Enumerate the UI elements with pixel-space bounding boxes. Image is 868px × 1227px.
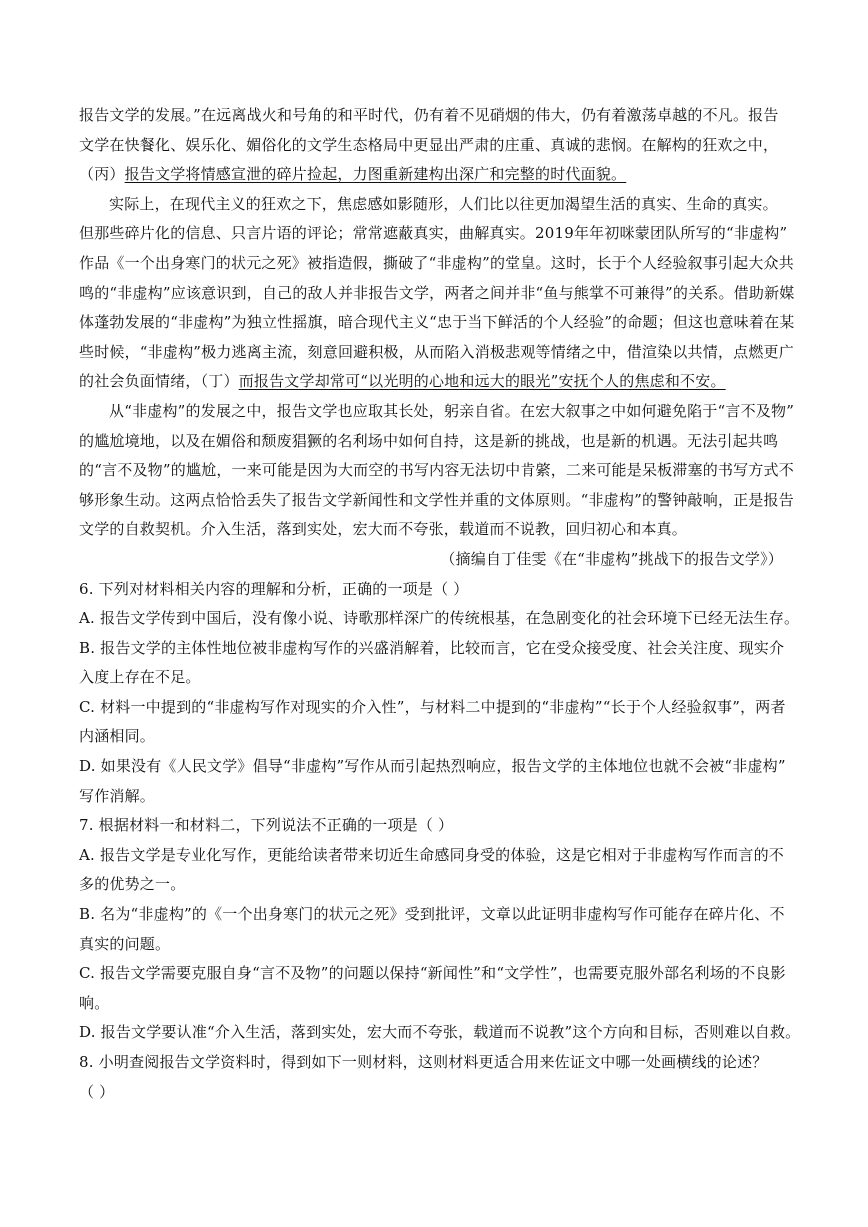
- passage-line: 文学的自救契机。介入生活，落到实处，宏大而不夸张，载道而不说教，回归初心和本真。: [79, 520, 688, 539]
- question-6-option-b-cont: 入度上存在不足。: [79, 668, 201, 687]
- question-7-option-c-cont: 响。: [79, 993, 110, 1012]
- passage-line: 但那些碎片化的信息、只言片语的评论；常常遮蔽真实，曲解真实。2019年年初咪蒙团队所写的“非虚构”: [79, 224, 788, 243]
- passage-line: 文学在快餐化、娱乐化、媚俗化的文学生态格局中更显出严肃的庄重、真诚的悲悯。在解构的狂欢之中，: [79, 135, 779, 154]
- question-8-stem: 8. 小明查阅报告文学资料时，得到如下一则材料，这则材料更适合用来佐证文中哪一处画横线的论述？: [79, 1053, 768, 1071]
- question-6-option-c-cont: 内涵相同。: [79, 727, 156, 746]
- question-6-option-c: C. 材料一中提到的“非虚构写作对现实的介入性”，与材料二中提到的“非虚构”“长于个人经验叙事”，两者: [79, 697, 786, 716]
- question-7-option-b: B. 名为“非虚构”的《一个出身寒门的状元之死》受到批评，文章以此证明非虚构写作可能存在碎片化、不: [79, 905, 785, 924]
- passage-line: 作品《一个出身寒门的状元之死》被指造假，撕破了“非虚构”的堂皇。这时，长于个人经验叙事引起大众共: [79, 253, 794, 272]
- passage-line-underlined-c: [79, 160, 791, 190]
- question-7-option-a: A. 报告文学是专业化写作，更能给读者带来切近生命感同身受的体验，这是它相对于非虚构写作而言的不: [79, 845, 784, 864]
- question-6-option-b: B. 报告文学的主体性地位被非虚构写作的兴盛消解着，比较而言，它在受众接受度、社会关注度、现实介: [79, 638, 785, 657]
- question-7-stem: 7. 根据材料一和材料二，下列说法不正确的一项是（ ）: [79, 816, 454, 835]
- passage-line: 报告文学的发展。”在远离战火和号角的和平时代，仍有着不见硝烟的伟大，仍有着激荡卓越的不凡。报告: [79, 106, 779, 124]
- passage-line: 从“非虚构”的发展之中，报告文学也应取其长处，躬亲自省。在宏大叙事之中如何避免陷于“言不及物”: [109, 401, 795, 420]
- underlined-statement-bing: 报告文学将情感宣泄的碎片捡起，力图重新建构出深广和完整的时代面貌。: [124, 165, 627, 184]
- passage-line: 些时候，“非虚构”极力逃离主流，刻意回避积极，从而陷入消极悲观等情绪之中，借渲染以共情，点燃更广: [79, 342, 794, 361]
- passage-line: 的“言不及物”的尴尬，一来可能是因为大而空的书写内容无法切中肯綮，二来可能是呆板滞塞的书写方式不: [79, 461, 794, 480]
- marker-bing: （丙）: [79, 165, 125, 184]
- question-6-option-d-cont: 写作消解。: [79, 786, 156, 805]
- passage-line: 够形象生动。这两点恰恰丢失了报告文学新闻性和文学性并重的文体原则。“非虚构”的警钟敲响，正是报告: [79, 490, 794, 509]
- question-7-option-d: D. 报告文学要认准“介入生活，落到实处，宏大而不夸张，载道而不说教”这个方向和目标，否则难以自救。: [79, 1023, 801, 1042]
- source-citation: （摘编自丁佳雯《在“非虚构”挑战下的报告文学》）: [440, 549, 783, 568]
- passage-line: 的尴尬境地，以及在媚俗和颓废猖獗的名利场中如何自持，这是新的挑战，也是新的机遇。无法引起共鸣: [79, 431, 779, 450]
- underlined-statement-ding: 而报告文学却常可“以光明的心地和远大的眼光”安抚个人的焦虑和不安。: [238, 372, 726, 391]
- question-8-answer-paren: （ ）: [79, 1082, 115, 1101]
- question-7-option-a-cont: 多的优势之一。: [79, 875, 186, 894]
- passage-line: 体蓬勃发展的“非虚构”为独立性摇旗，暗合现代主义“忠于当下鲜活的个人经验”的命题；但这也意味着在某: [79, 313, 795, 332]
- question-6-stem: 6. 下列对材料相关内容的理解和分析，正确的一项是（ ）: [79, 579, 469, 598]
- passage-line: 实际上，在现代主义的狂欢之下，焦虑感如影随形，人们比以往更加渴望生活的真实、生命的真实。: [109, 194, 778, 213]
- passage-line: 鸣的“非虚构”应该意识到，自己的敌人并非报告文学，两者之间并非“鱼与熊掌不可兼得”的关系。借助新媒: [79, 283, 795, 302]
- question-7-option-b-cont: 真实的问题。: [79, 934, 171, 953]
- question-6-option-d: D. 如果没有《人民文学》倡导“非虚构”写作从而引起热烈响应，报告文学的主体地位也就不会被“非虚构”: [79, 757, 786, 776]
- passage-line-underlined-d: [79, 367, 791, 397]
- question-6-option-a: A. 报告文学传到中国后，没有像小说、诗歌那样深广的传统根基，在急剧变化的社会环境下已经无法生存。: [79, 609, 800, 628]
- marker-ding: 的社会负面情绪，（丁）: [79, 372, 239, 391]
- document-content: [79, 101, 801, 1107]
- question-7-option-c: C. 报告文学需要克服自身“言不及物”的问题以保持“新闻性”和“文学性”，也需要克服外部名利场的不良影: [79, 964, 786, 983]
